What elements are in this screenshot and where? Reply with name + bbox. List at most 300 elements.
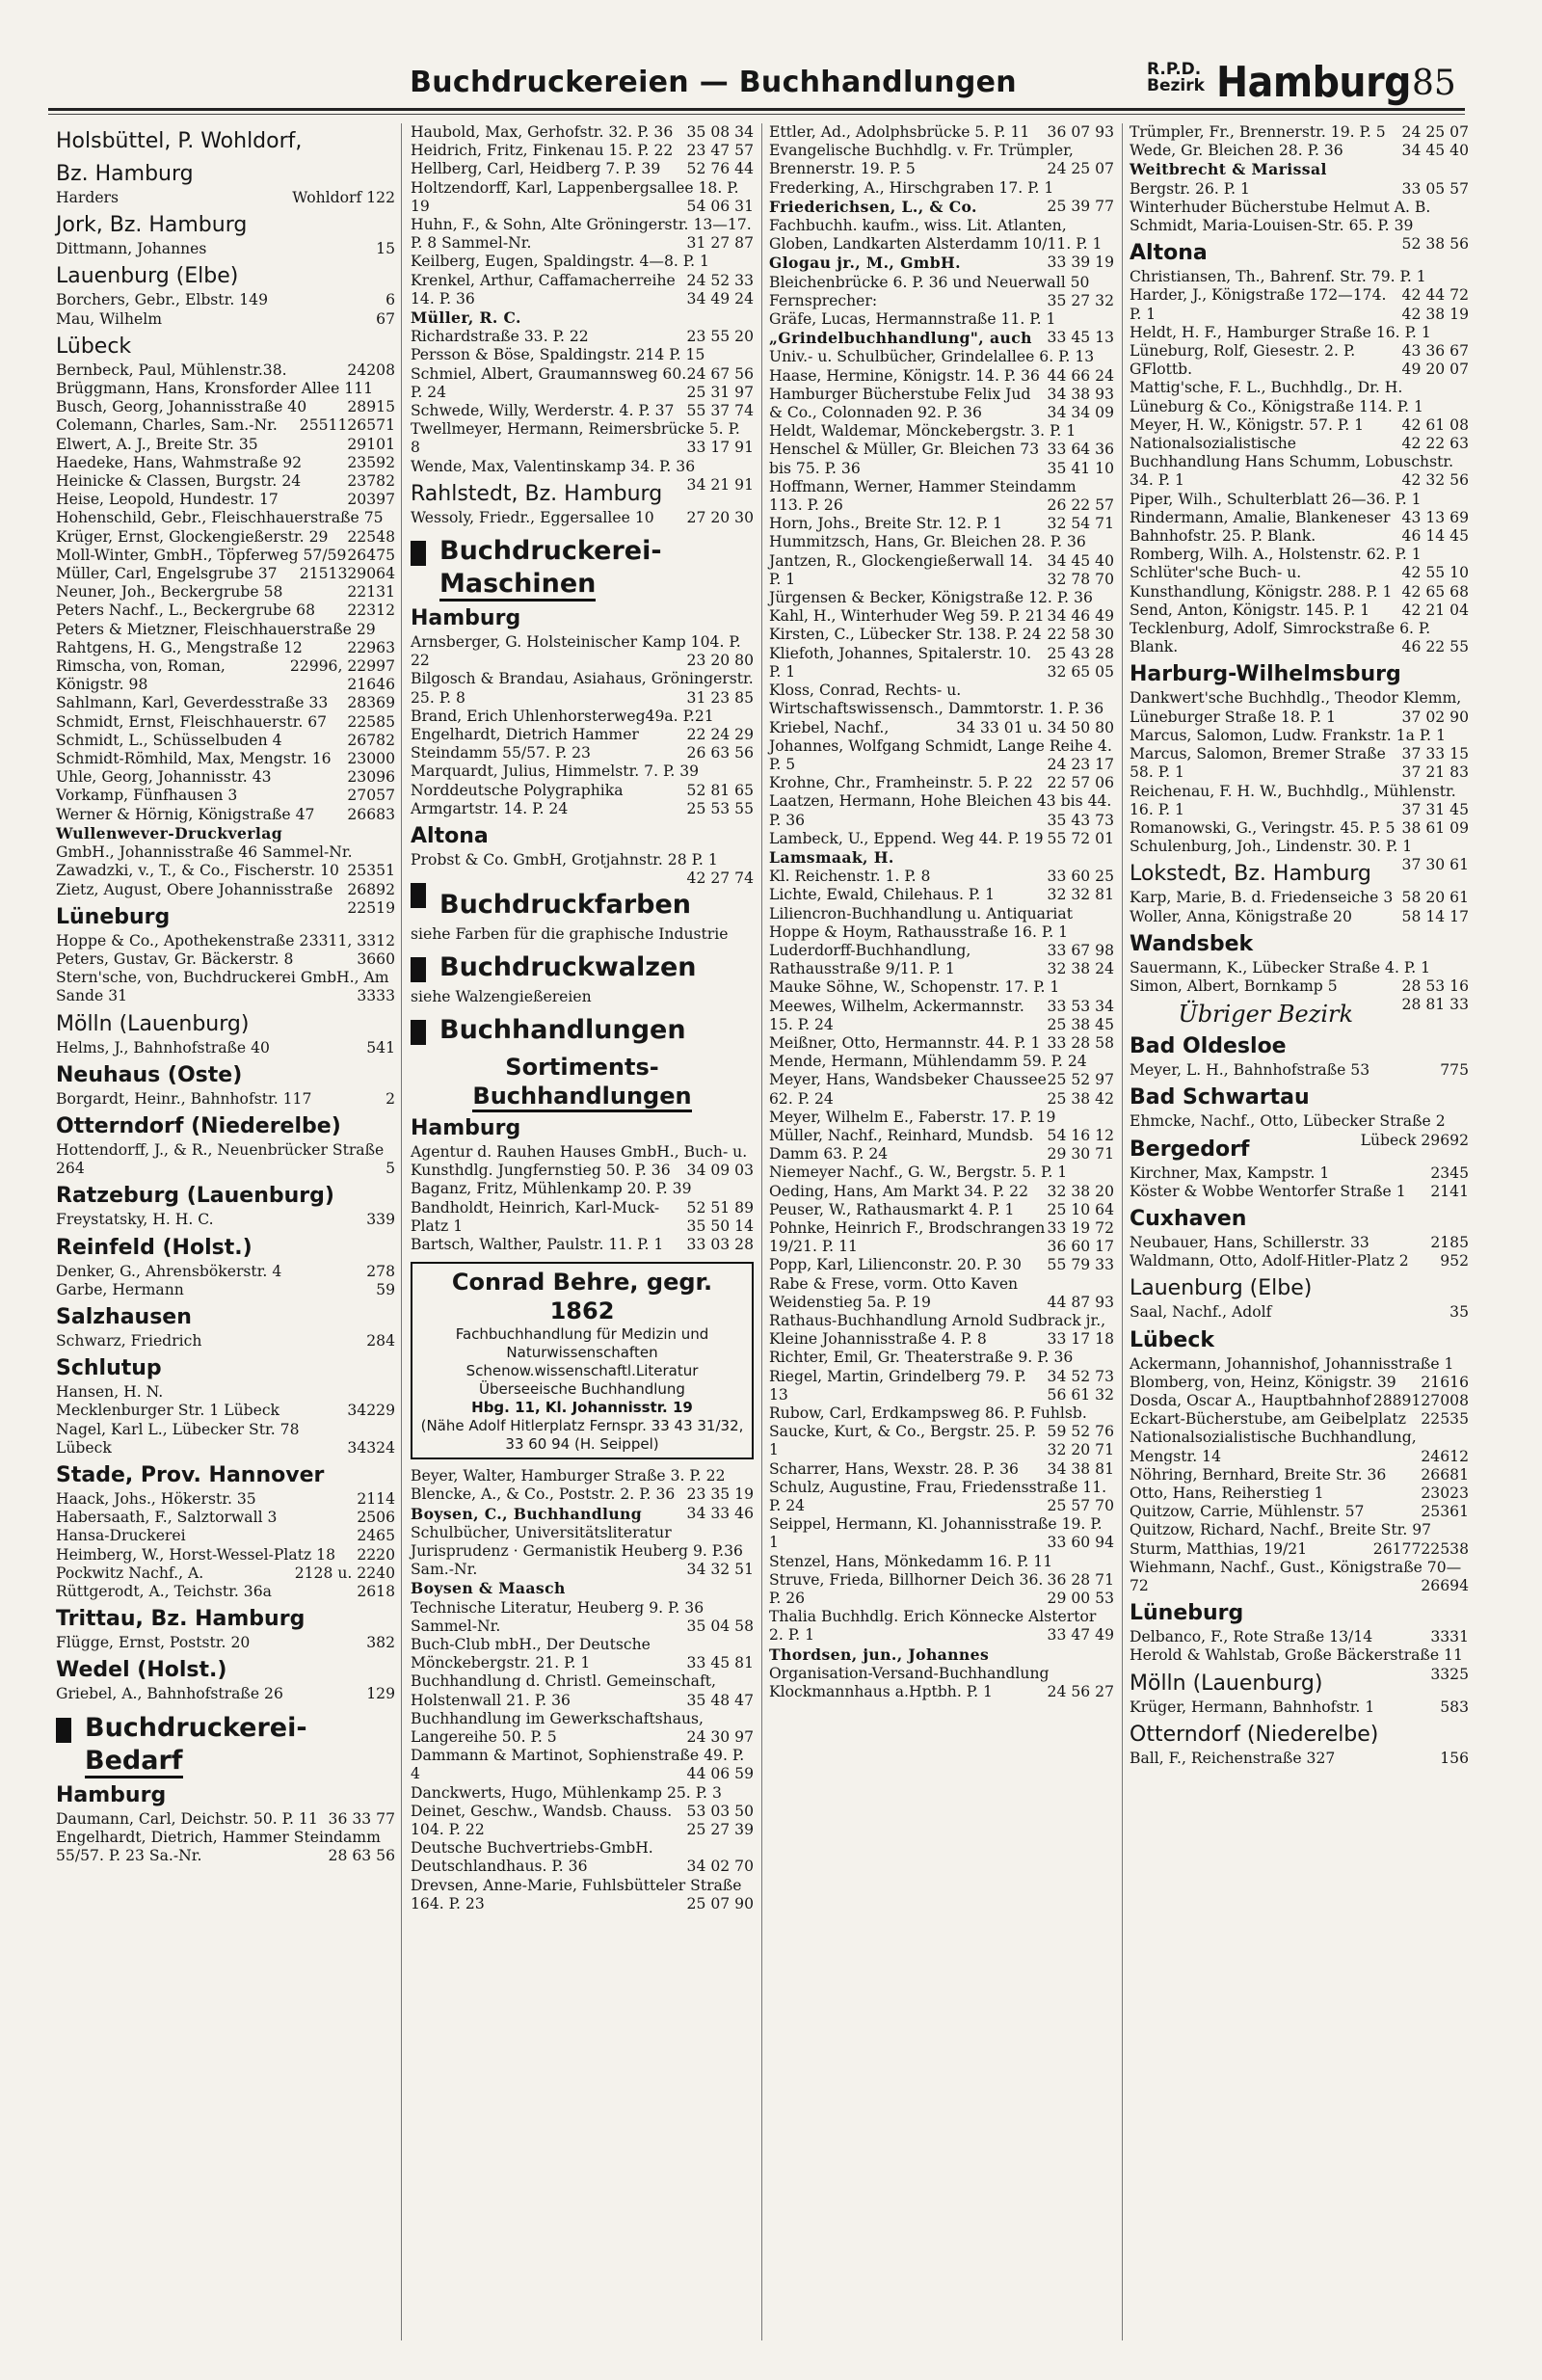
entry-name: Mende, Hermann, Mühlendamm 59. P. 24 <box>769 1053 1087 1071</box>
list-item <box>1130 546 1469 582</box>
list-item <box>56 713 395 732</box>
entry-phone: 33 67 98 <box>1047 941 1114 959</box>
entry-phone: 36 60 17 <box>1047 1238 1114 1256</box>
list-item <box>56 454 395 472</box>
entry-name: Agentur d. Rauhen Hauses GmbH., Buch- u. Kunsthdlg. Jungfernstieg 50. P. 36 <box>411 1142 748 1180</box>
entry-phone: 46 14 45 <box>1401 527 1469 546</box>
running-title: Buchdruckereien — Buchhandlungen <box>410 66 1017 99</box>
entry-phone: 43 13 69 <box>1401 508 1469 526</box>
entry-name: Peters Nachf., L., Beckergrube 68 <box>56 602 315 620</box>
entry-phone: 34 32 51 <box>686 1561 754 1579</box>
place-heading: Rahlstedt, Bz. Hamburg <box>411 481 663 506</box>
place-heading: Mölln (Lauenburg) <box>56 1011 250 1036</box>
entry-name: Colemann, Charles, Sam.-Nr. <box>56 416 278 435</box>
entry-phone: 53 03 50 <box>686 1802 754 1820</box>
entry-phone: 28891 <box>1372 1391 1422 1409</box>
entry-phone: 26892 <box>347 880 395 898</box>
entry-name: Brüggmann, Hans, Kronsforder Allee 111 <box>56 380 374 398</box>
list-item <box>56 1281 395 1299</box>
entry-phone: 55 72 01 <box>1047 829 1114 847</box>
entry-phone: 34 45 40 <box>1047 551 1114 570</box>
place-heading: Hamburg <box>411 606 521 631</box>
entry-name: Hellberg, Carl, Heidberg 7. P. 39 <box>411 160 661 178</box>
entry-phone: 25 27 39 <box>686 1820 754 1838</box>
entry-phone: 26681 <box>1421 1465 1469 1484</box>
list-item <box>769 1460 1114 1479</box>
entry-phone: 42 21 04 <box>1401 601 1469 619</box>
entry-name: Heldt, Waldemar, Mönckebergstr. 3. P. 1 <box>769 422 1077 441</box>
list-item <box>411 988 754 1006</box>
entry-phone: 23782 <box>347 472 395 491</box>
list-item <box>56 806 395 824</box>
entry-phone: 54 06 31 <box>686 197 754 215</box>
list-item <box>1130 160 1469 179</box>
entry-name: Rathaus-Buchhandlung Arnold Sudbrack jr., Kleine Johannisstraße 4. P. 8 <box>769 1312 1106 1349</box>
entry-phone: 23096 <box>347 768 395 787</box>
list-item <box>56 1332 395 1350</box>
entry-phone: 35 41 10 <box>1047 459 1114 477</box>
subsection-title: Sortiments- <box>505 1053 659 1081</box>
entry-phone: 32 78 70 <box>1047 570 1114 588</box>
entry-name: Buchhandlung d. Christl. Gemeinschaft, Holstenwall 21. P. 36 <box>411 1672 716 1709</box>
entry-name: Frederking, A., Hirschgraben 17. P. 1 <box>769 178 1054 197</box>
list-item <box>56 291 395 309</box>
entry-name: Marquardt, Julius, Himmelstr. 7. P. 39 <box>411 762 700 781</box>
list-item <box>769 515 1114 533</box>
entry-phone: 42 61 08 <box>1401 415 1469 434</box>
entry-name: Köster & Wobbe Wentorfer Straße 1 <box>1130 1182 1406 1200</box>
list-item <box>769 1479 1114 1515</box>
entry-phone: 26782 <box>347 731 395 749</box>
place-heading: Wedel (Holst.) <box>56 1658 227 1683</box>
entry-name: Blencke, A., & Co., Poststr. 2. P. 36 <box>411 1485 676 1504</box>
entry-name: Kliefoth, Johannes, Spitalerstr. 10. P. 1 <box>769 644 1032 681</box>
subsection-title-2 <box>411 1082 754 1110</box>
list-item <box>56 969 395 1005</box>
entry-phone: 33 03 28 <box>686 1235 754 1253</box>
entry-phone: 44 87 93 <box>1047 1293 1114 1311</box>
list-item <box>56 602 395 620</box>
list-item <box>56 1490 395 1509</box>
entry-phone: 59 52 76 <box>1047 1423 1114 1441</box>
entry-phone: 44 66 24 <box>1047 366 1114 385</box>
list-item <box>769 1312 1114 1349</box>
entry-name: Helms, J., Bahnhofstraße 40 <box>56 1038 270 1056</box>
entry-phone: 2345 <box>1430 1163 1469 1182</box>
subsection-heading <box>411 1053 754 1110</box>
entry-name: Ball, F., Reichenstraße 327 <box>1130 1749 1336 1767</box>
entry-name: Neuner, Joh., Beckergrube 58 <box>56 583 283 602</box>
entry-name: Uhle, Georg, Johannisstr. 43 <box>56 768 272 787</box>
entry-name: Heimberg, W., Horst-Wessel-Platz 18 <box>56 1545 335 1564</box>
list-item <box>769 142 1114 178</box>
entry-name: Glogau jr., M., GmbH. <box>769 254 961 273</box>
entry-name: Quitzow, Richard, Nachf., Breite Str. 97 <box>1130 1521 1432 1539</box>
entry-name: Müller, Carl, Engelsgrube 37 <box>56 565 278 583</box>
list-item <box>411 670 754 707</box>
entry-name: Nöhring, Bernhard, Breite Str. 36 <box>1130 1465 1387 1484</box>
entry-name: Schmidt-Römhild, Max, Mengstr. 16 <box>56 750 332 768</box>
entry-name: Probst & Co. GmbH, Grotjahnstr. 28 P. 1 <box>411 851 718 869</box>
entry-phone: 35 04 58 <box>686 1617 754 1635</box>
place-heading: Hamburg <box>56 1782 167 1807</box>
list-item <box>411 1524 754 1580</box>
entry-name: Stenzel, Hans, Mönkedamm 16. P. 11 <box>769 1552 1053 1570</box>
list-item <box>411 509 754 527</box>
entry-name: Müller, R. C. <box>411 308 521 328</box>
list-item <box>769 886 1114 904</box>
entry-phone: 31 23 85 <box>686 688 754 707</box>
entry-phone: 35 50 14 <box>686 1217 754 1235</box>
entry-name: Peuser, W., Rathausmarkt 4. P. 1 <box>769 1200 1015 1218</box>
entry-name: Kl. Reichenstr. 1. P. 8 <box>769 868 931 886</box>
entry-name: Sahlmann, Karl, Geverdesstraße 33 <box>56 694 329 712</box>
list-item <box>769 1108 1114 1144</box>
list-item <box>56 310 395 329</box>
list-item <box>769 792 1114 829</box>
entry-name: Schulbücher, Universitätsliteratur Jurisprudenz · Germanistik Heuberg 9. P.36 Sam.-Nr. <box>411 1523 743 1579</box>
entry-name: Bandholdt, Heinrich, Karl-Muck-Platz 1 <box>411 1198 660 1235</box>
entry-phone: 42 44 72 <box>1401 286 1469 305</box>
entry-phone: 25 39 77 <box>1047 197 1114 215</box>
entry-name: Freystatsky, H. H. C. <box>56 1211 214 1229</box>
entry-name: Herold & Wahlstab, Große Bäckerstraße 11 <box>1130 1646 1463 1665</box>
entry-phone: 23 47 57 <box>686 142 754 160</box>
entry-phone: 42 27 74 <box>686 869 754 888</box>
entry-name: Zietz, August, Obere Johannisstraße <box>56 880 333 898</box>
entry-phone: 24612 <box>1421 1447 1469 1465</box>
list-item <box>56 1090 395 1109</box>
entry-phone: 46 22 55 <box>1401 638 1469 656</box>
column-divider-1 <box>401 123 402 2340</box>
section-title-underlined: Maschinen <box>439 569 596 602</box>
entry-name: Schmiel, Albert, Graumannsweg 60. P. 24 <box>411 364 687 401</box>
entry-phone: 33 64 36 <box>1047 441 1114 459</box>
entry-phone: 37 31 45 <box>1401 800 1469 818</box>
list-item <box>1130 1303 1469 1322</box>
entry-phone: 22 58 30 <box>1047 626 1114 644</box>
entry-phone: 33 19 72 <box>1047 1218 1114 1237</box>
entry-name: Hansa-Druckerei <box>56 1527 186 1545</box>
entry-phone: 25351 <box>347 862 395 880</box>
entry-name: Karp, Marie, B. d. Friedenseiche 3 <box>1130 889 1394 907</box>
entry-phone: 34 21 91 <box>686 475 754 494</box>
ad-body: Fachbuchhandlung für Medizin und Naturwissenschaften Schenow.wissenschaftl.Literatur Überseeische Buchhandlung <box>455 1325 709 1399</box>
entry-phone: 6 <box>386 291 395 309</box>
list-item <box>56 416 395 435</box>
entry-name: Reichenau, F. H. W., Buchhdlg., Mühlenstr. 16. P. 1 <box>1130 782 1456 818</box>
entry-name: Schulenburg, Joh., Lindenstr. 30. P. 1 <box>1130 838 1413 856</box>
list-item <box>56 1829 395 1865</box>
entry-phone: 26 22 57 <box>1047 496 1114 515</box>
entry-name: Schmidt, Ernst, Fleischhauerstr. 67 <box>56 712 328 731</box>
list-item <box>411 179 754 216</box>
entry-phone: 33 45 81 <box>686 1654 754 1672</box>
list-item <box>1130 726 1469 763</box>
entry-phone: 34 02 70 <box>686 1858 754 1876</box>
entry-phone: 24 25 07 <box>1401 123 1469 141</box>
entry-name: Müller, Nachf., Reinhard, Mundsb. Damm 63. P. 24 <box>769 1126 1034 1163</box>
entry-name: Peters & Mietzner, Fleischhauerstraße 29 <box>56 620 376 638</box>
entry-name: Hoffmann, Werner, Hammer Steindamm 113. P. 26 <box>769 477 1077 515</box>
entry-phone: 42 22 63 <box>1401 435 1469 453</box>
list-item <box>56 189 395 207</box>
place-heading: Jork, Bz. Hamburg <box>56 213 248 238</box>
entry-name: Danckwerts, Hugo, Mühlenkamp 25. P. 3 <box>411 1783 722 1802</box>
list-item <box>1130 1164 1469 1183</box>
entry-name: Nagel, Karl L., Lübecker Str. 78 <box>56 1420 300 1438</box>
entry-name: Vorkamp, Fünfhausen 3 <box>56 787 238 805</box>
list-item <box>56 361 395 380</box>
entry-phone: 33 45 13 <box>1047 329 1114 347</box>
entry-name: Liliencron-Buchhandlung u. Antiquariat Hoppe & Hoym, Rathausstraße 16. P. 1 <box>769 904 1073 941</box>
section-title-underlined: Bedarf <box>85 1746 183 1778</box>
entry-name: Hansen, H. N. <box>56 1383 164 1402</box>
entry-phone: 34 49 24 <box>686 289 754 308</box>
entry-name: Thalia Buchhdlg. Erich Könnecke Alstertor 2. P. 1 <box>769 1608 1097 1645</box>
list-item <box>411 1710 754 1747</box>
entry-name: Ehmcke, Nachf., Otto, Lübecker Straße 2 <box>1130 1112 1446 1131</box>
entry-name: Buch-Club mbH., Der Deutsche Mönckebergstr. 21. P. 1 <box>411 1635 651 1672</box>
entry-name: Norddeutsche Polygraphika Armgartstr. 14. P. 24 <box>411 781 624 817</box>
list-item <box>411 1636 754 1672</box>
entry-phone: 34 33 01 u. 34 50 80 <box>956 718 1114 736</box>
entry-name: Richter, Emil, Gr. Theaterstraße 9. P. 36 <box>769 1349 1074 1367</box>
place-heading: Otterndorf (Niederelbe) <box>1130 1722 1379 1747</box>
entry-name: Haubold, Max, Gerhofstr. 32. P. 36 <box>411 123 674 141</box>
entry-name: Nationalsozialistische Buchhandlung, Mengstr. 14 <box>1130 1429 1417 1465</box>
entry-phone: 156 <box>1440 1749 1469 1767</box>
list-item <box>411 420 754 457</box>
entry-phone: 24 52 33 <box>686 271 754 289</box>
place-heading: Neuhaus (Oste) <box>56 1062 243 1087</box>
entry-phone: 34 46 49 <box>1047 607 1114 626</box>
list-item <box>769 848 1114 868</box>
place-heading: Altona <box>1130 241 1208 266</box>
entry-phone: 22996, 22997 <box>289 657 395 676</box>
ad-title: Conrad Behre, gegr. 1862 <box>451 1269 713 1325</box>
entry-phone: 24208 <box>347 361 395 379</box>
entry-phone: 33 17 91 <box>686 439 754 457</box>
place-heading: Reinfeld (Holst.) <box>56 1235 253 1260</box>
entry-phone: 2465 <box>357 1527 395 1545</box>
entry-phone: 15 <box>376 240 395 258</box>
entry-name: Lamsmaak, H. <box>769 847 894 867</box>
entry-phone: 23592 <box>347 453 395 471</box>
place-heading: Lübeck <box>56 334 132 359</box>
entry-name: Friederichsen, L., & Co. <box>769 197 977 216</box>
entry-name: Lambeck, U., Eppend. Weg 44. P. 19 <box>769 829 1044 847</box>
place-heading: Lübeck <box>1130 1327 1215 1352</box>
entry-name: Kirsten, C., Lübecker Str. 138. P. 24 <box>769 626 1042 644</box>
entry-name: Bergstr. 26. P. 1 <box>1130 179 1250 198</box>
entry-name: Meyer, Hans, Wandsbeker Chaussee 62. P. 24 <box>769 1071 1047 1108</box>
entry-name: „Grindelbuchhandlung", auch <box>769 329 1032 348</box>
entry-phone: 3331 <box>1430 1628 1469 1646</box>
entry-name: Wende, Max, Valentinskamp 34. P. 36 <box>411 457 696 475</box>
place-heading: Lauenburg (Elbe) <box>56 264 239 289</box>
entry-phone: 32 20 71 <box>1047 1441 1114 1459</box>
entry-phone: 23000 <box>347 750 395 768</box>
entry-name: Peters, Gustav, Gr. Bäckerstr. 8 <box>56 949 294 968</box>
entry-phone: 32 65 05 <box>1047 662 1114 681</box>
list-item <box>56 472 395 491</box>
list-item <box>769 292 1114 310</box>
place-heading: Bad Oldesloe <box>1130 1034 1287 1059</box>
list-item <box>56 583 395 602</box>
entry-name: Wullenwever-Druckverlag <box>56 823 283 842</box>
entry-name: Henschel & Müller, Gr. Bleichen 73 bis 75. P. 36 <box>769 441 1040 477</box>
entry-phone: 42 32 56 <box>1401 471 1469 490</box>
entry-name: Garbe, Hermann <box>56 1280 184 1298</box>
entry-phone: 21513 <box>299 565 348 583</box>
entry-name: Hottendorff, J., & R., Neuenbrücker Straße 264 <box>56 1140 385 1178</box>
entry-phone: 583 <box>1440 1698 1469 1716</box>
entry-phone: 34 45 40 <box>1401 142 1469 160</box>
entry-name: Haack, Johs., Hökerstr. 35 <box>56 1489 256 1508</box>
entry-phone: 25 57 70 <box>1047 1497 1114 1515</box>
ad-address: Hbg. 11, Kl. Johannisstr. 19 <box>471 1399 693 1417</box>
entry-phone: 42 38 19 <box>1401 305 1469 323</box>
entry-phone: 34 38 81 <box>1047 1459 1114 1478</box>
list-item <box>411 1599 754 1636</box>
entry-name: Arnsberger, G. Holsteinischer Kamp 104. P. 22 <box>411 633 741 670</box>
list-item <box>56 565 395 583</box>
entry-phone: 55 79 33 <box>1047 1256 1114 1274</box>
entry-name: Rindermann, Amalie, Blankeneser Bahnhofstr. 25. P. Blank. <box>1130 508 1391 546</box>
entry-name: Lüneburg, Rolf, Giesestr. 2. P. GFlottb. <box>1130 342 1356 379</box>
entry-name: Winterhuder Bücherstube Helmut A. B. Schmidt, Maria-Louisen-Str. 65. P. 39 <box>1130 198 1431 235</box>
entry-phone: 34 34 09 <box>1047 404 1114 422</box>
entry-phone: 2618 <box>357 1582 395 1600</box>
entry-name: Heinicke & Classen, Burgstr. 24 <box>56 472 302 491</box>
list-item <box>56 1509 395 1527</box>
list-item <box>769 1515 1114 1552</box>
entry-name: Weitbrecht & Marissal <box>1130 160 1327 179</box>
region-title: Hamburg <box>1216 58 1411 107</box>
entry-name: Meyer, H. W., Königstr. 57. P. 1 <box>1130 415 1365 434</box>
list-item <box>56 1402 395 1420</box>
list-item <box>411 1236 754 1254</box>
section-marker <box>411 883 426 908</box>
entry-name: Lübeck <box>56 1438 112 1457</box>
list-item <box>1130 490 1469 526</box>
page-header <box>58 58 1465 112</box>
entry-phone: 3311, 3312 <box>308 931 395 949</box>
entry-name: Eckart-Bücherstube, am Geibelplatz <box>1130 1410 1406 1429</box>
entry-phone: 2128 u. 2240 <box>294 1564 395 1582</box>
entry-phone: 24 67 56 <box>686 364 754 383</box>
list-item <box>1130 1628 1469 1646</box>
entry-name: Pohnke, Heinrich F., Brodschrangen 19/21. P. 11 <box>769 1218 1046 1256</box>
place-heading: Bad Schwartau <box>1130 1085 1310 1110</box>
entry-name: Haedeke, Hans, Wahmstraße 92 <box>56 453 303 471</box>
column-3 <box>769 123 1114 1701</box>
entry-name: Rabe & Frese, vorm. Otto Kaven Weidenstieg 5a. P. 19 <box>769 1274 1019 1311</box>
list-item <box>1130 1698 1469 1717</box>
entry-phone: 2506 <box>357 1509 395 1527</box>
list-item <box>411 402 754 420</box>
list-item <box>56 1383 395 1402</box>
entry-phone: 382 <box>366 1634 395 1652</box>
list-item <box>1130 1503 1469 1521</box>
place-heading: Lauenburg (Elbe) <box>1130 1276 1313 1301</box>
entry-name: Beyer, Walter, Hamburger Straße 3. P. 22 <box>411 1467 726 1485</box>
entry-phone: 35 <box>1449 1303 1469 1322</box>
entry-phone: 25 52 97 <box>1047 1071 1114 1089</box>
entry-name: Tecklenburg, Adolf, Simrockstraße 6. P. Blank. <box>1130 620 1431 656</box>
entry-phone: 34 09 03 <box>686 1162 754 1180</box>
entry-name: Popp, Karl, Lilienconstr. 20. P. 30 <box>769 1256 1022 1274</box>
entry-phone: 49 20 07 <box>1401 361 1469 379</box>
entry-phone: 26571 <box>347 416 395 435</box>
entry-phone: 55 37 74 <box>686 402 754 420</box>
entry-name: Otto, Hans, Reiherstieg 1 <box>1130 1484 1324 1502</box>
list-item <box>769 1665 1114 1701</box>
entry-name: Rubow, Carl, Erdkampsweg 86. P. Fuhlsb. <box>769 1404 1087 1423</box>
entry-phone: 32 32 81 <box>1047 886 1114 904</box>
entry-phone: 28 81 33 <box>1401 996 1469 1014</box>
list-item <box>56 1685 395 1703</box>
entry-name: Ackermann, Johannishof, Johannisstraße 1 <box>1130 1354 1454 1373</box>
entry-name: Harder, J., Königstraße 172—174. P. 1 <box>1130 286 1387 323</box>
list-item <box>769 123 1114 142</box>
list-item <box>1130 1484 1469 1503</box>
entry-name: Wiehmann, Nachf., Gust., Königstraße 70—72 <box>1130 1558 1462 1594</box>
entry-name: Moll-Winter, GmbH., Töpferweg 57/59 <box>56 546 347 564</box>
entry-name: Borchers, Gebr., Elbstr. 149 <box>56 291 268 309</box>
entry-name: Krohne, Chr., Framheinstr. 5. P. 22 <box>769 774 1033 792</box>
entry-phone: 22 24 29 <box>686 726 754 744</box>
entry-name: Waldmann, Otto, Adolf-Hitler-Platz 2 <box>1130 1252 1409 1270</box>
entry-phone: 36 28 71 <box>1047 1570 1114 1589</box>
list-item <box>56 436 395 454</box>
ad-phone: (Nähe Adolf Hitlerplatz Fernspr. 33 43 31/32, 33 60 94 (H. Seippel) <box>420 1417 744 1454</box>
entry-name: Wessoly, Friedr., Eggersallee 10 <box>411 508 654 526</box>
list-item <box>56 1564 395 1583</box>
column-1 <box>56 123 395 1865</box>
list-item <box>769 830 1114 848</box>
list-item <box>411 123 754 142</box>
list-item <box>1130 1392 1469 1410</box>
list-item <box>1130 838 1469 874</box>
place-heading: Holsbüttel, P. Wohldorf, <box>56 129 303 153</box>
entry-name: Jantzen, R., Glockengießerwall 14. P. 1 <box>769 551 1033 588</box>
entry-phone: 28915 <box>347 398 395 416</box>
place-heading: Hamburg <box>411 1115 521 1140</box>
place-heading: Salzhausen <box>56 1304 192 1329</box>
list-item <box>56 1634 395 1652</box>
entry-phone: 33 47 49 <box>1047 1626 1114 1645</box>
entry-phone: 29 00 53 <box>1047 1590 1114 1608</box>
entry-name: Boysen, C., Buchhandlung <box>411 1504 643 1523</box>
entry-phone: 339 <box>366 1211 395 1229</box>
list-item <box>411 851 754 888</box>
entry-phone: 29101 <box>347 435 395 453</box>
list-item <box>1130 1183 1469 1201</box>
entry-name: Sturm, Matthias, 19/21 <box>1130 1539 1308 1558</box>
list-item <box>411 1877 754 1913</box>
list-item <box>56 1211 395 1229</box>
list-item <box>411 1672 754 1709</box>
entry-name: Lichte, Ewald, Chilehaus. P. 1 <box>769 886 996 904</box>
entry-name: Daumann, Carl, Deichstr. 50. P. 11 <box>56 1809 318 1828</box>
list-item <box>1130 1429 1469 1465</box>
section-title: Buchhandlungen <box>439 1014 686 1045</box>
entry-name: Neubauer, Hans, Schillerstr. 33 <box>1130 1233 1369 1251</box>
entry-phone: 36 33 77 <box>328 1809 395 1828</box>
entry-name: Busch, Georg, Johannisstraße 40 <box>56 398 307 416</box>
